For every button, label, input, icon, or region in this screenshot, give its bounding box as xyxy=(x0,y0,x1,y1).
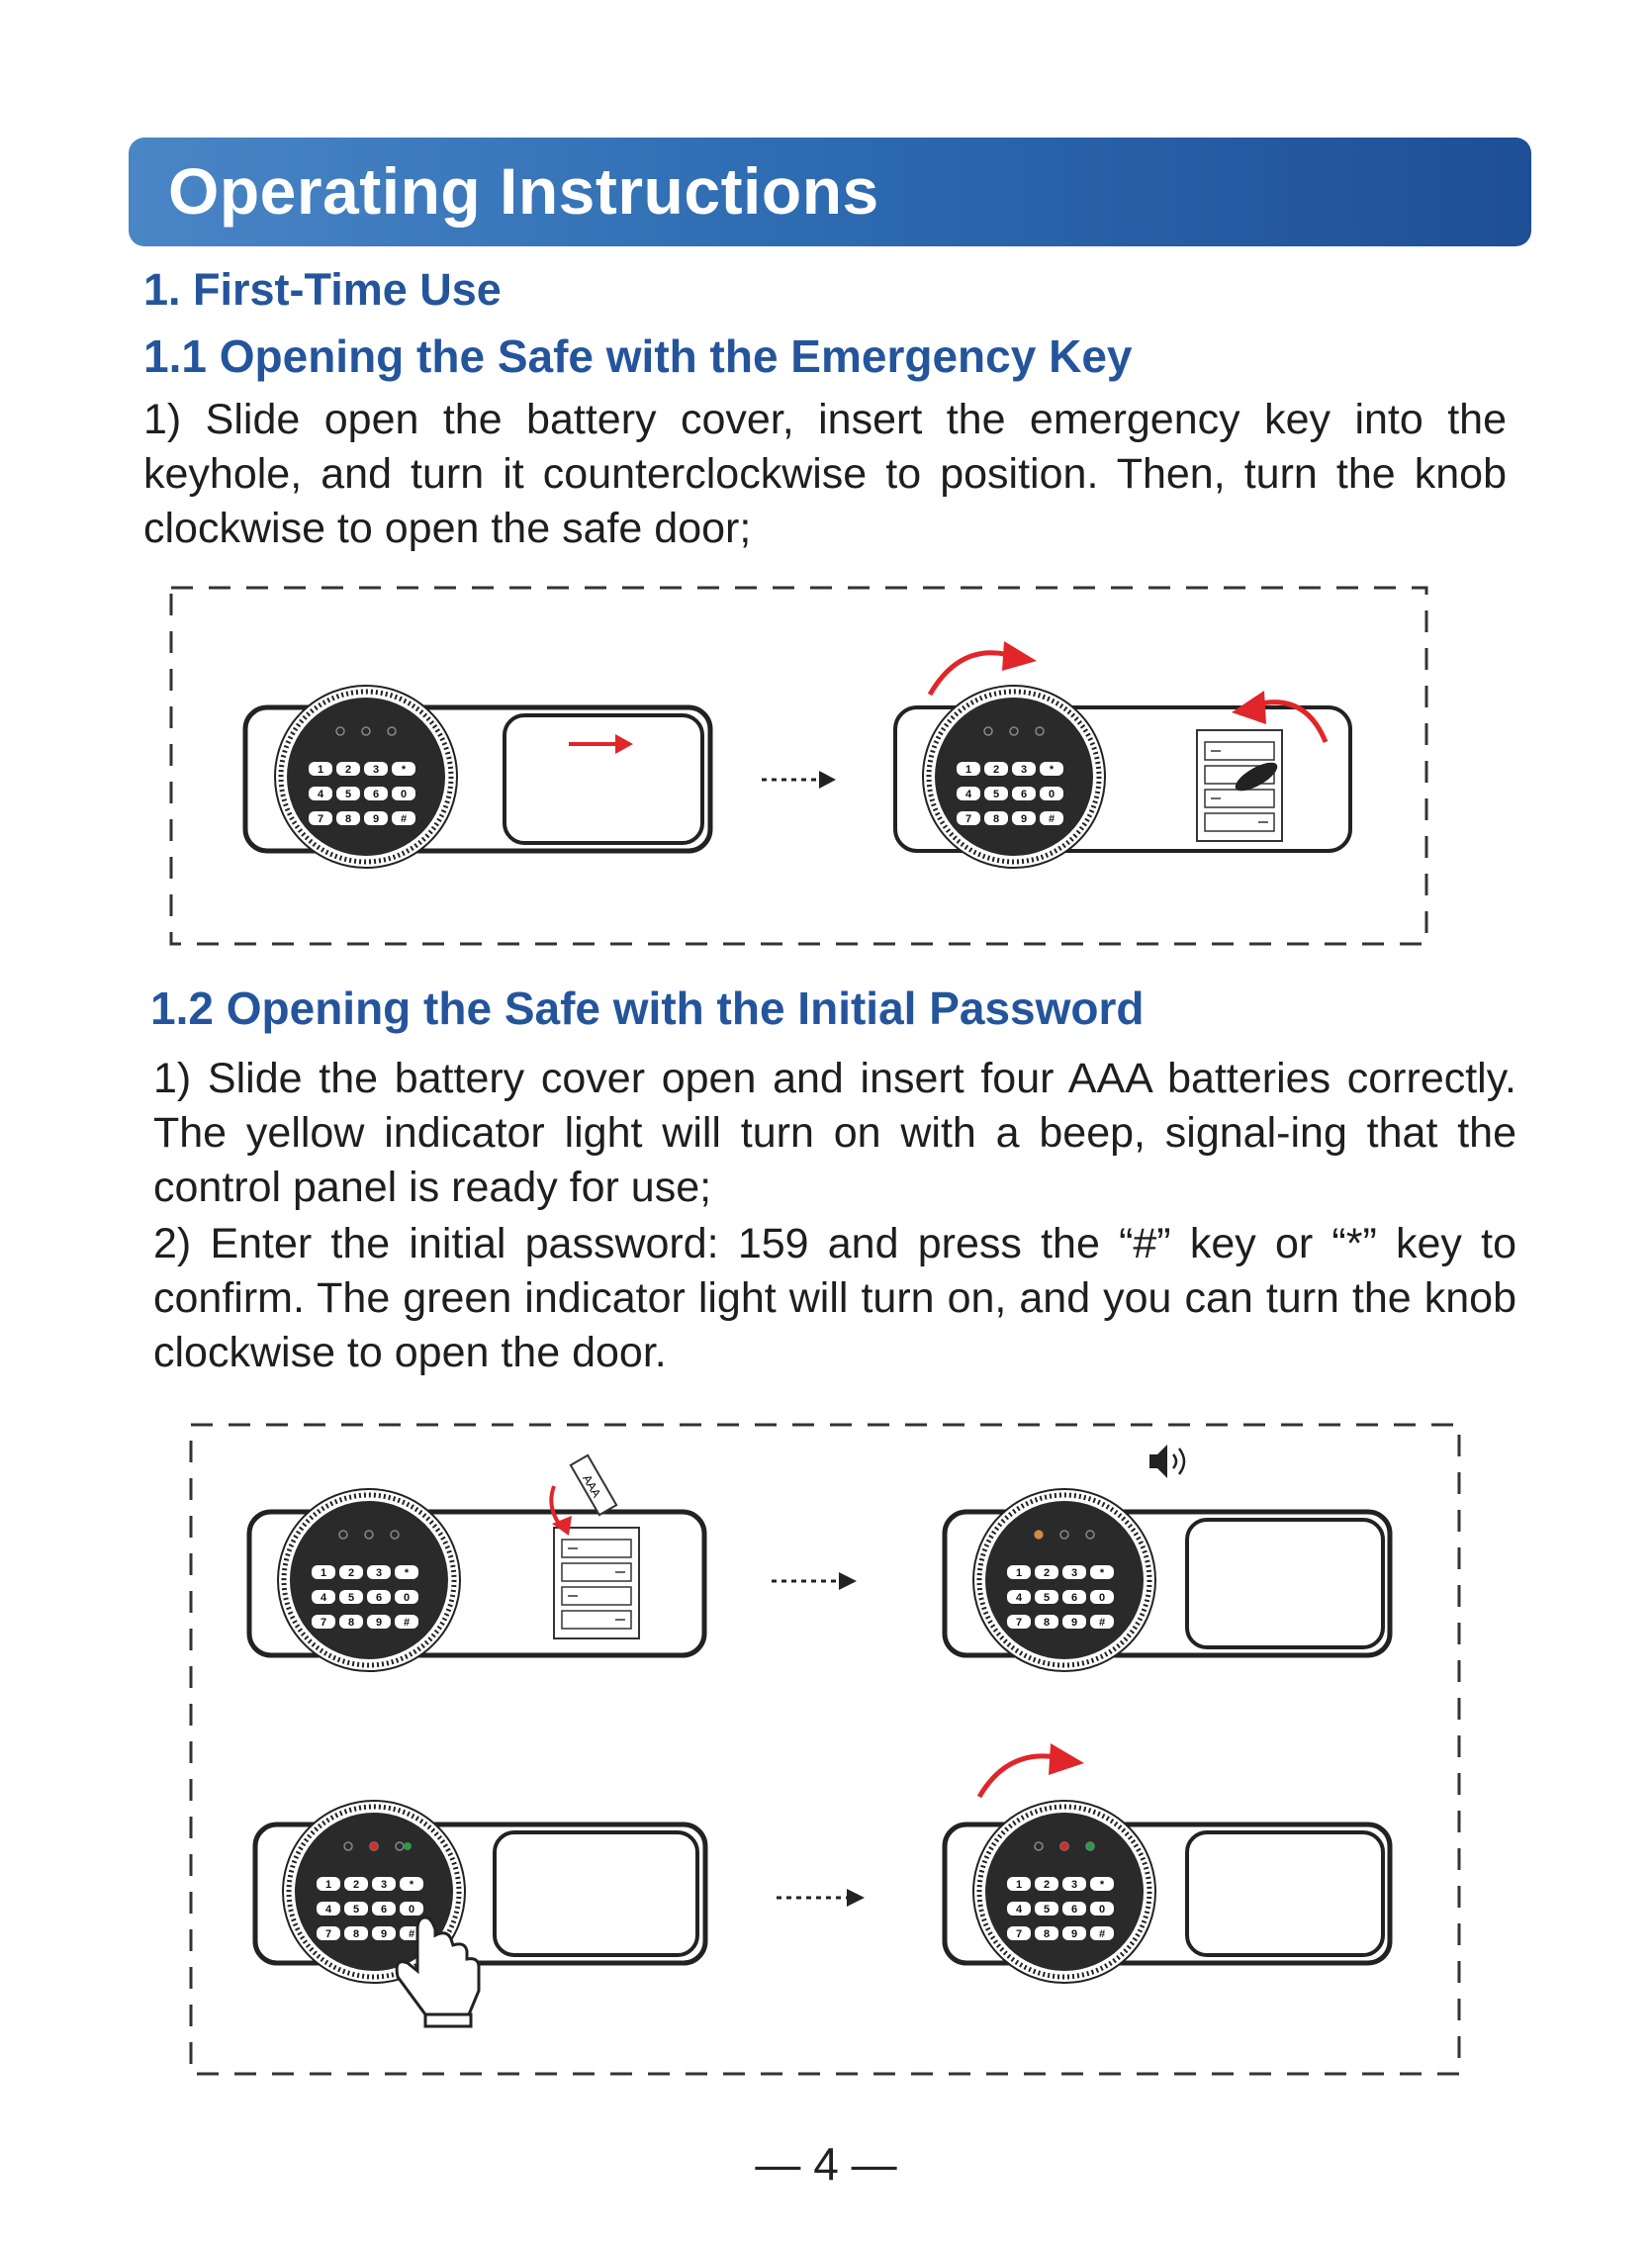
initial-password-illustration xyxy=(188,1417,1464,2082)
emergency-key-step-1: 1) Slide open the battery cover, insert the emergency key into the keyhole, and turn it counterclockwise to position. Then, turn the knob clockwise to open the safe door; xyxy=(143,396,1507,552)
subsection-heading-initial-password: 1.2 Opening the Safe with the Initial Password xyxy=(150,982,1145,1034)
page-number: — 4 — xyxy=(755,2138,897,2190)
emergency-key-illustration: 1 2 3 * 4 5 6 0 7 8 9 # xyxy=(168,584,1429,950)
page-title: Operating Instructions xyxy=(168,154,879,228)
initial-password-step-1: 1) Slide the battery cover open and insert four AAA batteries correctly. The yellow indicator light will turn on with a beep, signal-ing that the control panel is ready for use; xyxy=(153,1055,1516,1211)
title-banner xyxy=(129,138,1531,246)
speaker-icon xyxy=(1149,1445,1184,1478)
battery-label: AAA xyxy=(580,1472,604,1500)
subsection-heading-emergency-key: 1.1 Opening the Safe with the Emergency Key xyxy=(143,330,1133,382)
initial-password-step-2: 2) Enter the initial password: 159 and press the “#” key or “*” key to confirm. The green indicator light will turn on, and you can turn the knob clockwise to open the door. xyxy=(153,1220,1516,1376)
section-heading-first-time-use: 1. First-Time Use xyxy=(143,264,502,315)
